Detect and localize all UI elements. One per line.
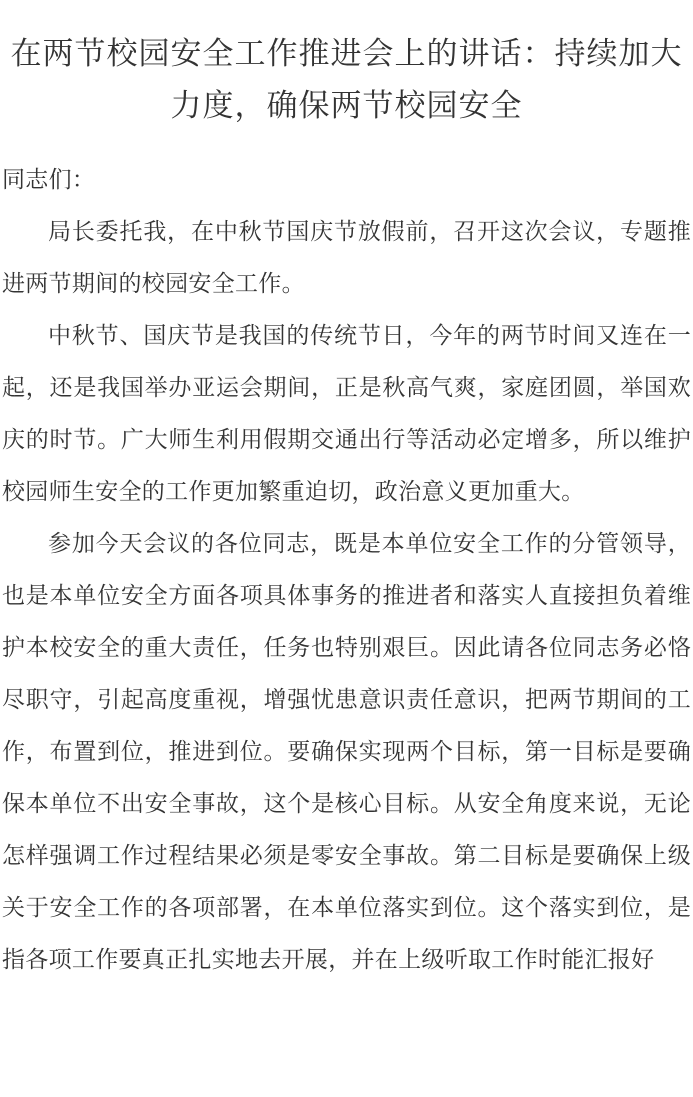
paragraph-3: 参加今天会议的各位同志，既是本单位安全工作的分管领导，也是本单位安全方面各项具体事务的推进者和落实人直接担负着维护本校安全的重大责任，任务也特别艰巨。因此请各位同志务必恪尽职守，引起高度重视，增强忧患意识责任意识，把两节期间的工作，布置到位，推进到位。要确保实现两个目标，第一目标是要确保本单位不出安全事故，这个是核心目标。从安全角度来说，无论怎样强调工作过程结果必须是零安全事故。第二目标是要确保上级关于安全工作的各项部署，在本单位落实到位。这个落实到位，是指各项工作要真正扎实地去开展，并在上级听取工作时能汇报好 xyxy=(2,531,691,973)
salutation: 同志们： xyxy=(2,167,96,193)
paragraph-1: 局长委托我，在中秋节国庆节放假前，召开这次会议，专题推进两节期间的校园安全工作。 xyxy=(2,219,691,297)
article-title: 在两节校园安全工作推进会上的讲话：持续加大力度，确保两节校园安全 xyxy=(10,36,683,124)
paragraph-2: 中秋节、国庆节是我国的传统节日，今年的两节时间又连在一起，还是我国举办亚运会期间，正是秋高气爽，家庭团圆，举国欢庆的时节。广大师生利用假期交通出行等活动必定增多，所以维护校园师生安全的工作更加繁重迫切，政治意义更加重大。 xyxy=(2,323,691,505)
